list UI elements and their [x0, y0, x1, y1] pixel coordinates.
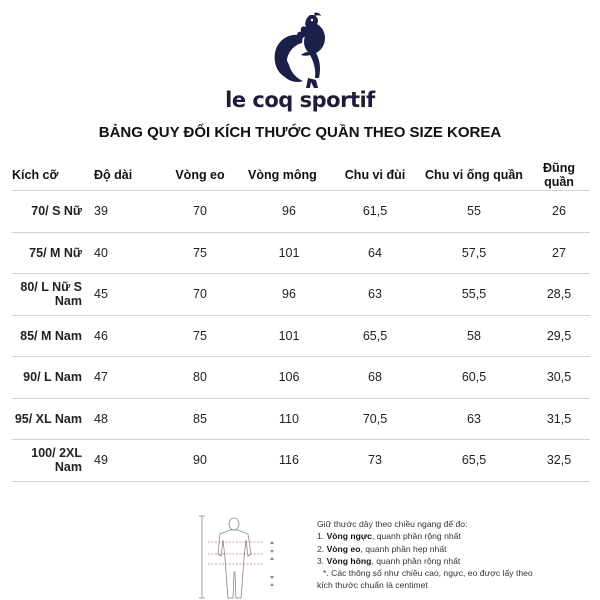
rise-cell: 27 — [528, 232, 590, 274]
length-cell: 46 — [94, 315, 152, 357]
size-chart-table — [12, 160, 590, 482]
waist-cell: 75 — [152, 232, 248, 274]
size-cell: 70/ S Nữ — [12, 191, 94, 233]
length-cell: 40 — [94, 232, 152, 274]
leg-opening-cell: 57,5 — [420, 232, 528, 274]
hip-cell: 116 — [248, 440, 330, 482]
rise-cell: 32,5 — [528, 440, 590, 482]
note-footnote: *. Các thông số như chiều cao, ngực, eo được lấy theo — [323, 568, 533, 579]
hip-cell: 101 — [248, 315, 330, 357]
measurement-notes — [317, 518, 597, 592]
hip-cell: 101 — [248, 232, 330, 274]
table-row — [12, 357, 590, 399]
notes-intro: Giữ thước dây theo chiều ngang để đo: — [317, 519, 468, 529]
table-row — [12, 315, 590, 357]
note-item — [317, 555, 597, 567]
thigh-cell: 65,5 — [330, 315, 420, 357]
length-cell: 47 — [94, 357, 152, 399]
waist-cell: 90 — [152, 440, 248, 482]
note-term: Vòng eo — [326, 543, 361, 554]
leg-opening-cell: 65,5 — [420, 440, 528, 482]
thigh-cell: 64 — [330, 232, 420, 274]
size-cell: 80/ L Nữ S Nam — [12, 274, 94, 316]
header-thigh: Chu vi đùi — [344, 168, 406, 182]
waist-cell: 85 — [152, 398, 248, 440]
rise-cell: 28,5 — [528, 274, 590, 316]
rise-cell: 29,5 — [528, 315, 590, 357]
size-cell: 100/ 2XL Nam — [12, 440, 94, 482]
note-desc: , quanh phần rộng nhất — [371, 531, 461, 542]
thigh-cell: 73 — [330, 440, 420, 482]
leg-opening-cell: 60,5 — [420, 357, 528, 399]
note-term: Vòng hông — [326, 555, 372, 566]
header-length: Độ dài — [94, 168, 133, 182]
length-cell: 39 — [94, 191, 152, 233]
table-header-row — [12, 160, 590, 191]
length-cell: 48 — [94, 398, 152, 440]
hip-cell: 96 — [248, 274, 330, 316]
header-size: Kích cỡ — [12, 168, 59, 182]
header-leg-opening: Chu vi ống quần — [425, 168, 523, 182]
note-number: 2. — [317, 543, 325, 554]
thigh-cell: 70,5 — [330, 398, 420, 440]
page-title: BẢNG QUY ĐỔI KÍCH THƯỚC QUẦN THEO SIZE KOREA — [98, 124, 502, 141]
rise-cell: 26 — [528, 191, 590, 233]
size-cell: 95/ XL Nam — [12, 398, 94, 440]
thigh-cell: 68 — [330, 357, 420, 399]
table-row — [12, 274, 590, 316]
body-measurement-figure-icon — [196, 514, 300, 600]
leg-opening-cell: 55,5 — [420, 274, 528, 316]
leg-opening-cell: 55 — [420, 191, 528, 233]
rise-cell: 30,5 — [528, 357, 590, 399]
header-rise: Đũng quần — [543, 161, 575, 189]
leg-opening-cell: 63 — [420, 398, 528, 440]
waist-cell: 80 — [152, 357, 248, 399]
waist-cell: 75 — [152, 315, 248, 357]
length-cell: 45 — [94, 274, 152, 316]
table-row — [12, 191, 590, 233]
size-cell: 90/ L Nam — [12, 357, 94, 399]
note-desc: , quanh phần hẹp nhất — [360, 543, 447, 554]
thigh-cell: 61,5 — [330, 191, 420, 233]
size-cell: 75/ M Nữ — [12, 232, 94, 274]
size-cell: 85/ M Nam — [12, 315, 94, 357]
table-row — [12, 440, 590, 482]
note-number: 3. — [317, 555, 325, 566]
hip-cell: 106 — [248, 357, 330, 399]
rooster-logo-icon — [270, 12, 336, 92]
note-term: Vòng ngực — [326, 531, 372, 542]
note-item — [317, 530, 597, 542]
waist-cell: 70 — [152, 274, 248, 316]
header-waist: Vòng eo — [175, 168, 225, 182]
note-item — [317, 543, 597, 555]
length-cell: 49 — [94, 440, 152, 482]
waist-cell: 70 — [152, 191, 248, 233]
table-row — [12, 232, 590, 274]
rise-cell: 31,5 — [528, 398, 590, 440]
note-desc: , quanh phần rộng nhất — [371, 555, 461, 566]
thigh-cell: 63 — [330, 274, 420, 316]
header-hip: Vòng mông — [248, 168, 317, 182]
note-footnote-continued: kích thước chuẩn là centimet — [317, 580, 428, 591]
note-number: 1. — [317, 531, 325, 542]
table-row — [12, 398, 590, 440]
leg-opening-cell: 58 — [420, 315, 528, 357]
hip-cell: 110 — [248, 398, 330, 440]
brand-name: le coq sportif — [225, 88, 375, 112]
hip-cell: 96 — [248, 191, 330, 233]
